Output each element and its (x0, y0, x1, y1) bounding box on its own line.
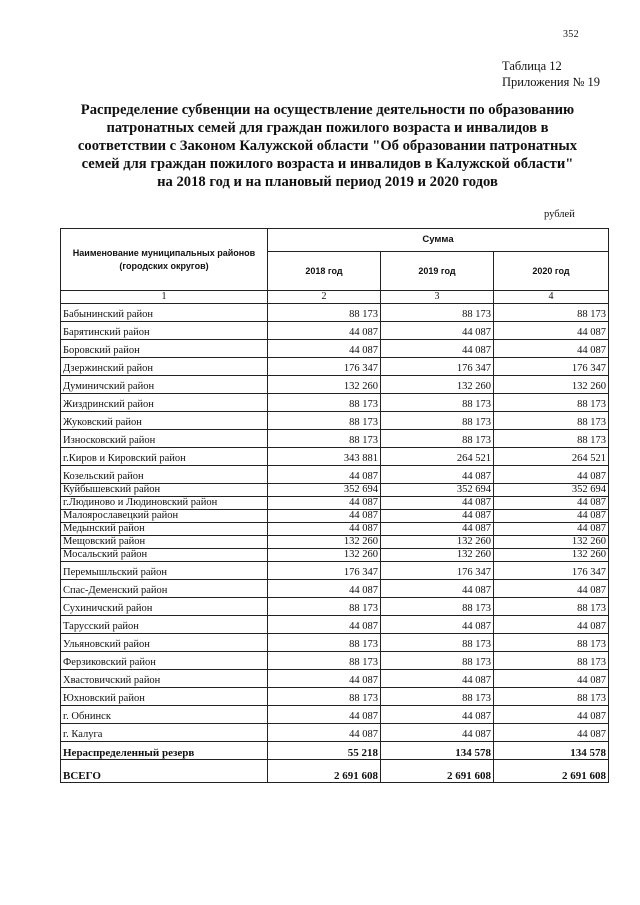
table-row (61, 652, 609, 670)
amount-cell: 352 694 (494, 484, 609, 497)
amount-cell: 132 260 (381, 536, 494, 549)
amount-cell: 55 218 (268, 742, 381, 760)
amount-cell: 88 173 (268, 634, 381, 652)
amount-cell: 134 578 (494, 742, 609, 760)
district-name: Думиничский район (61, 376, 268, 394)
amount-cell: 88 173 (268, 394, 381, 412)
district-name: Жиздринский район (61, 394, 268, 412)
table-row (61, 322, 609, 340)
amount-cell: 132 260 (494, 536, 609, 549)
district-name: ВСЕГО (61, 760, 268, 783)
amount-cell: 44 087 (494, 706, 609, 724)
amount-cell: 44 087 (494, 466, 609, 484)
district-name: Дзержинский район (61, 358, 268, 376)
amount-cell: 264 521 (381, 448, 494, 466)
amount-cell: 44 087 (268, 706, 381, 724)
district-name: г.Киров и Кировский район (61, 448, 268, 466)
table-row (61, 688, 609, 706)
amount-cell: 352 694 (381, 484, 494, 497)
table-row (61, 670, 609, 688)
amount-cell: 44 087 (268, 510, 381, 523)
amount-cell: 44 087 (268, 340, 381, 358)
amount-cell: 44 087 (494, 523, 609, 536)
amount-cell: 44 087 (494, 724, 609, 742)
amount-cell: 44 087 (268, 523, 381, 536)
amount-cell: 88 173 (268, 688, 381, 706)
table-row (61, 497, 609, 510)
amount-cell: 343 881 (268, 448, 381, 466)
amount-cell: 176 347 (381, 358, 494, 376)
amount-cell: 88 173 (381, 394, 494, 412)
district-name: Мосальский район (61, 549, 268, 562)
table-reference (502, 58, 600, 90)
amount-cell: 44 087 (381, 670, 494, 688)
district-name: Ульяновский район (61, 634, 268, 652)
amount-cell: 44 087 (381, 616, 494, 634)
amount-cell: 44 087 (381, 510, 494, 523)
table-row (61, 634, 609, 652)
amount-cell: 44 087 (381, 340, 494, 358)
district-name: г. Калуга (61, 724, 268, 742)
amount-cell: 44 087 (494, 340, 609, 358)
amount-cell: 44 087 (268, 466, 381, 484)
amount-cell: 44 087 (494, 616, 609, 634)
column-header-year: 2018 год (268, 252, 381, 291)
amount-cell: 176 347 (494, 358, 609, 376)
district-name: Ферзиковский район (61, 652, 268, 670)
amount-cell: 44 087 (381, 523, 494, 536)
currency-unit: рублей (544, 209, 575, 220)
amount-cell: 176 347 (268, 562, 381, 580)
amount-cell: 176 347 (494, 562, 609, 580)
appendix-number: Приложения № 19 (502, 75, 600, 89)
amount-cell: 44 087 (381, 706, 494, 724)
table-header (61, 229, 609, 304)
amount-cell: 44 087 (268, 616, 381, 634)
district-name: Спас-Деменский район (61, 580, 268, 598)
table-row (61, 340, 609, 358)
column-header-year: 2019 год (381, 252, 494, 291)
district-name: Бабынинский район (61, 304, 268, 322)
amount-cell: 2 691 608 (494, 760, 609, 783)
title-line: на 2018 год и на плановый период 2019 и 2020 годов (157, 174, 498, 190)
table-row (61, 580, 609, 598)
amount-cell: 88 173 (494, 430, 609, 448)
table-row (61, 536, 609, 549)
amount-cell: 44 087 (268, 670, 381, 688)
district-name: Жуковский район (61, 412, 268, 430)
district-name: г. Обнинск (61, 706, 268, 724)
amount-cell: 88 173 (494, 394, 609, 412)
amount-cell: 352 694 (268, 484, 381, 497)
amount-cell: 88 173 (494, 652, 609, 670)
column-number: 3 (381, 291, 494, 304)
table-row (61, 358, 609, 376)
amount-cell: 134 578 (381, 742, 494, 760)
amount-cell: 132 260 (268, 376, 381, 394)
amount-cell: 88 173 (381, 688, 494, 706)
column-number: 4 (494, 291, 609, 304)
amount-cell: 88 173 (494, 688, 609, 706)
page-number: 352 (563, 29, 579, 40)
district-name: г.Людиново и Людиновский район (61, 497, 268, 510)
column-header-sum: Сумма (268, 229, 609, 252)
title-line: патронатных семей для граждан пожилого возраста и инвалидов в (106, 120, 549, 136)
table-row (61, 523, 609, 536)
amount-cell: 132 260 (494, 549, 609, 562)
district-name: Медынский район (61, 523, 268, 536)
amount-cell: 44 087 (494, 670, 609, 688)
amount-cell: 88 173 (381, 598, 494, 616)
table-row (61, 412, 609, 430)
table-row (61, 598, 609, 616)
amount-cell: 44 087 (381, 466, 494, 484)
amount-cell: 88 173 (381, 304, 494, 322)
table-row (61, 394, 609, 412)
table-number: Таблица 12 (502, 59, 562, 73)
table-row (61, 562, 609, 580)
amount-cell: 44 087 (381, 322, 494, 340)
amount-cell: 88 173 (268, 412, 381, 430)
column-header-name: Наименование муниципальных районов (городских округов) (61, 229, 268, 291)
amount-cell: 44 087 (494, 497, 609, 510)
district-name: Износковский район (61, 430, 268, 448)
table-row (61, 724, 609, 742)
district-name: Боровский район (61, 340, 268, 358)
amount-cell: 88 173 (268, 652, 381, 670)
district-name: Малоярославецкий район (61, 510, 268, 523)
table-row (61, 430, 609, 448)
title-line: Распределение субвенции на осуществление деятельности по образованию (80, 102, 575, 118)
district-name: Тарусский район (61, 616, 268, 634)
amount-cell: 88 173 (381, 652, 494, 670)
amount-cell: 88 173 (494, 634, 609, 652)
amount-cell: 88 173 (381, 412, 494, 430)
amount-cell: 132 260 (268, 536, 381, 549)
table-row (61, 742, 609, 760)
district-name: Козельский район (61, 466, 268, 484)
amount-cell: 88 173 (381, 634, 494, 652)
table-row (61, 760, 609, 783)
amount-cell: 176 347 (381, 562, 494, 580)
amount-cell: 88 173 (268, 304, 381, 322)
amount-cell: 264 521 (494, 448, 609, 466)
table-row (61, 376, 609, 394)
amount-cell: 176 347 (268, 358, 381, 376)
amount-cell: 88 173 (381, 430, 494, 448)
title-line: семей для граждан пожилого возраста и инвалидов в Калужской области" (81, 156, 574, 172)
table-row (61, 549, 609, 562)
subvention-table (60, 228, 609, 783)
column-number: 2 (268, 291, 381, 304)
table-body (61, 304, 609, 783)
amount-cell: 44 087 (381, 724, 494, 742)
amount-cell: 88 173 (494, 304, 609, 322)
amount-cell: 44 087 (494, 322, 609, 340)
column-number: 1 (61, 291, 268, 304)
amount-cell: 44 087 (268, 580, 381, 598)
table-row (61, 616, 609, 634)
district-name: Мещовский район (61, 536, 268, 549)
district-name: Барятинский район (61, 322, 268, 340)
document-title (70, 101, 585, 191)
column-header-year: 2020 год (494, 252, 609, 291)
amount-cell: 44 087 (381, 497, 494, 510)
amount-cell: 2 691 608 (381, 760, 494, 783)
district-name: Юхновский район (61, 688, 268, 706)
title-line: соответствии с Законом Калужской области "Об образовании патронатных (77, 138, 578, 154)
amount-cell: 44 087 (268, 497, 381, 510)
amount-cell: 44 087 (494, 510, 609, 523)
amount-cell: 44 087 (381, 580, 494, 598)
amount-cell: 44 087 (268, 322, 381, 340)
amount-cell: 2 691 608 (268, 760, 381, 783)
district-name: Хвастовичский район (61, 670, 268, 688)
table-row (61, 510, 609, 523)
amount-cell: 44 087 (494, 580, 609, 598)
table-row (61, 304, 609, 322)
table-row (61, 448, 609, 466)
amount-cell: 132 260 (268, 549, 381, 562)
district-name: Сухиничский район (61, 598, 268, 616)
table-row (61, 466, 609, 484)
amount-cell: 88 173 (494, 412, 609, 430)
district-name: Куйбышевский район (61, 484, 268, 497)
amount-cell: 88 173 (494, 598, 609, 616)
table-row (61, 484, 609, 497)
amount-cell: 88 173 (268, 598, 381, 616)
amount-cell: 132 260 (381, 549, 494, 562)
amount-cell: 132 260 (381, 376, 494, 394)
amount-cell: 88 173 (268, 430, 381, 448)
district-name: Нераспределенный резерв (61, 742, 268, 760)
amount-cell: 44 087 (268, 724, 381, 742)
amount-cell: 132 260 (494, 376, 609, 394)
table-row (61, 706, 609, 724)
district-name: Перемышльский район (61, 562, 268, 580)
